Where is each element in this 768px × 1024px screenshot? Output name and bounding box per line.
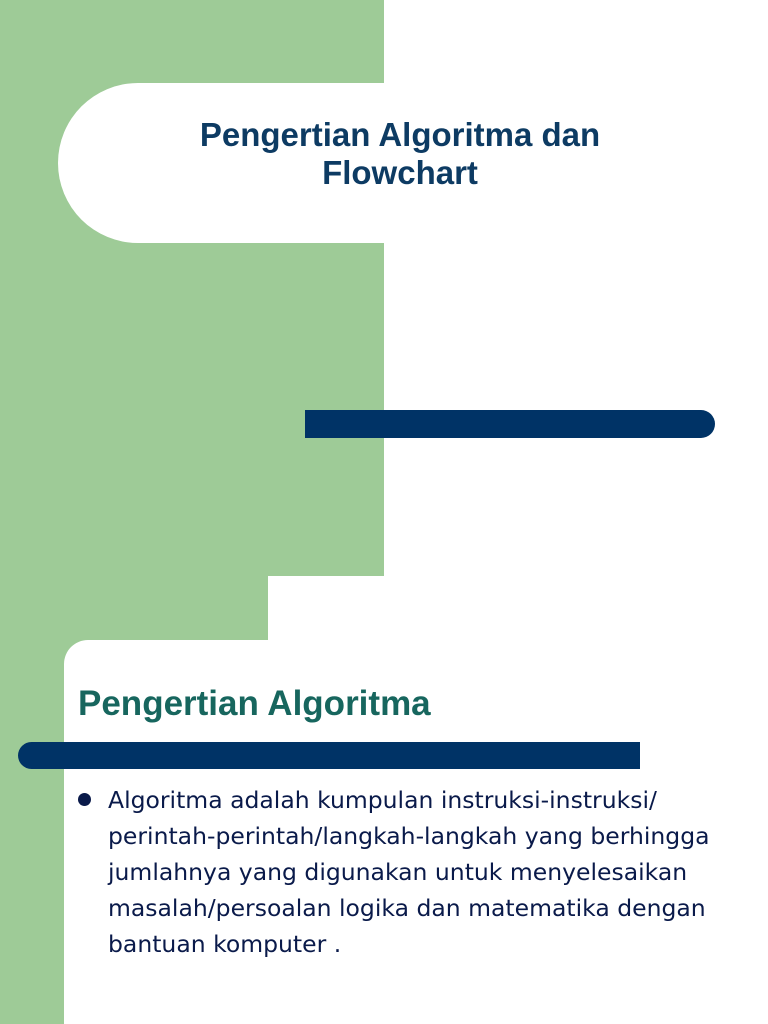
heading-underline-bar (18, 742, 640, 769)
bullet-icon (78, 793, 91, 806)
decorative-bar (305, 410, 715, 438)
list-item (78, 782, 738, 962)
bullet-list (78, 782, 738, 962)
slide2-heading: Pengertian Algoritma (78, 684, 431, 723)
slide-title: Pengertian Algoritma dan Flowchart (199, 116, 601, 191)
bullet-text: Algoritma adalah kumpulan instruksi-instruksi/ perintah-perintah/langkah-langkah yang berhingga jumlahnya yang digunakan untuk menyelesaikan masalah/persoalan logika dan matematika dengan bantuan komputer . (108, 786, 710, 958)
